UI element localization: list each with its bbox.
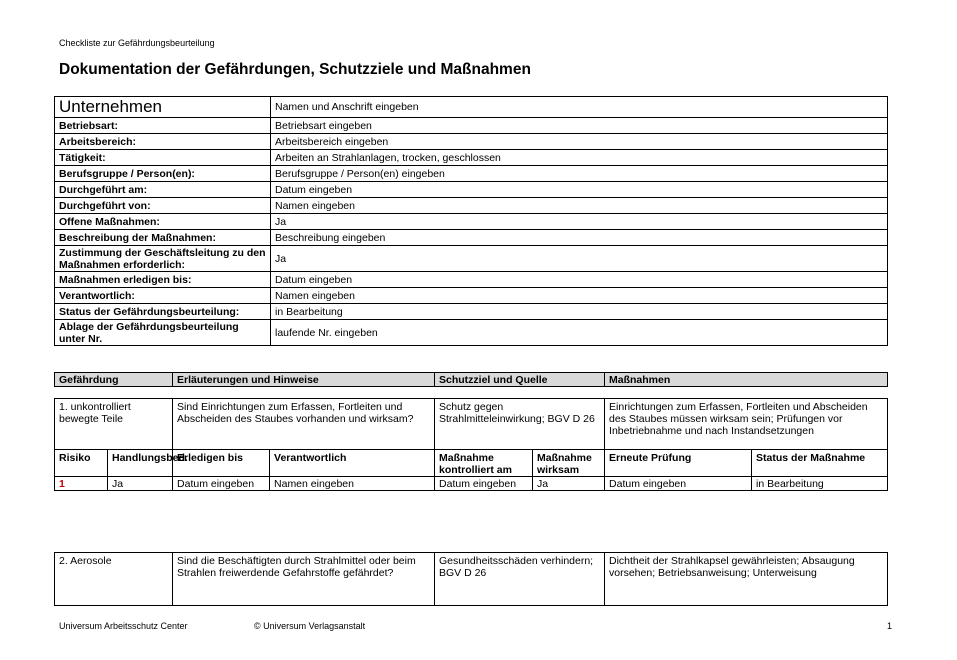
info-value-field[interactable]: Namen eingeben <box>271 198 888 214</box>
info-value-field[interactable]: laufende Nr. eingeben <box>271 320 888 346</box>
subheader-recheck: Erneute Prüfung <box>605 450 752 477</box>
info-value-field[interactable]: Arbeiten an Strahlanlagen, trocken, geschlossen <box>271 150 888 166</box>
info-label: Tätigkeit: <box>55 150 271 166</box>
measure-checked-field[interactable]: Datum eingeben <box>435 477 533 491</box>
company-info-table <box>54 96 888 346</box>
hazard-name: 1. unkontrolliert bewegte Teile <box>55 399 173 450</box>
header-protection-goal: Schutzziel und Quelle <box>435 373 605 387</box>
status-field[interactable]: in Bearbeitung <box>752 477 888 491</box>
checklist-title: Checkliste zur Gefährdungsbeurteilung <box>59 38 215 48</box>
info-value-field[interactable]: Beschreibung eingeben <box>271 230 888 246</box>
info-value-field[interactable]: Ja <box>271 246 888 272</box>
subheader-measure-checked: Maßnahme kontrolliert am <box>435 450 533 477</box>
info-value-field[interactable]: Namen eingeben <box>271 288 888 304</box>
info-value-field[interactable]: Arbeitsbereich eingeben <box>271 134 888 150</box>
subheader-status: Status der Maßnahme <box>752 450 888 477</box>
done-by-field[interactable]: Datum eingeben <box>173 477 270 491</box>
header-measures: Maßnahmen <box>605 373 888 387</box>
subheader-action-needed: Handlungsbed. <box>108 450 173 477</box>
hazard-name: 2. Aerosole <box>55 553 173 606</box>
info-label: Ablage der Gefährdungsbeurteilung unter Nr. <box>55 320 271 346</box>
hazard-explanation: Sind die Beschäftigten durch Strahlmittel oder beim Strahlen freiwerdende Gefahrstoffe gefährdet? <box>173 553 435 606</box>
info-label: Betriebsart: <box>55 118 271 134</box>
action-needed-value[interactable]: Ja <box>108 477 173 491</box>
info-value-field[interactable]: Datum eingeben <box>271 182 888 198</box>
info-row <box>55 288 888 304</box>
info-value-field[interactable]: Berufsgruppe / Person(en) eingeben <box>271 166 888 182</box>
info-label: Maßnahmen erledigen bis: <box>55 272 271 288</box>
company-row <box>55 97 888 118</box>
hazard-measures: Dichtheit der Strahlkapsel gewährleisten; Absaugung vorsehen; Betriebsanweisung; Unterweisung <box>605 553 888 606</box>
page-title: Dokumentation der Gefährdungen, Schutzziele und Maßnahmen <box>59 61 531 78</box>
info-value-field[interactable]: Ja <box>271 214 888 230</box>
footer-publisher: Universum Arbeitsschutz Center <box>59 621 188 631</box>
hazard-goal: Gesundheitsschäden verhindern; BGV D 26 <box>435 553 605 606</box>
header-hazard: Gefährdung <box>55 373 173 387</box>
info-row <box>55 272 888 288</box>
info-label: Durchgeführt am: <box>55 182 271 198</box>
info-row <box>55 134 888 150</box>
info-label: Durchgeführt von: <box>55 198 271 214</box>
info-label: Arbeitsbereich: <box>55 134 271 150</box>
company-label: Unternehmen <box>55 97 271 118</box>
info-row <box>55 304 888 320</box>
info-value-field[interactable]: in Bearbeitung <box>271 304 888 320</box>
recheck-field[interactable]: Datum eingeben <box>605 477 752 491</box>
info-row <box>55 230 888 246</box>
info-row <box>55 246 888 272</box>
info-label: Verantwortlich: <box>55 288 271 304</box>
hazard-explanation: Sind Einrichtungen zum Erfassen, Fortleiten und Abscheiden des Staubes vorhanden und wirksam? <box>173 399 435 450</box>
responsible-field[interactable]: Namen eingeben <box>270 477 435 491</box>
hazard-header-table <box>54 372 888 387</box>
info-value-field[interactable]: Datum eingeben <box>271 272 888 288</box>
info-row <box>55 320 888 346</box>
info-label: Berufsgruppe / Person(en): <box>55 166 271 182</box>
company-value-field[interactable]: Namen und Anschrift eingeben <box>271 97 888 118</box>
subheader-responsible: Verantwortlich <box>270 450 435 477</box>
info-label: Zustimmung der Geschäftsleitung zu den Maßnahmen erforderlich: <box>55 246 271 272</box>
info-row <box>55 198 888 214</box>
subheader-risk: Risiko <box>55 450 108 477</box>
hazard-measures: Einrichtungen zum Erfassen, Fortleiten und Abscheiden des Staubes müssen wirksam sein; Prüfungen vor Inbetriebnahme und nach Instandsetzungen <box>605 399 888 450</box>
footer-copyright: © Universum Verlagsanstalt <box>254 621 366 631</box>
info-label: Status der Gefährdungsbeurteilung: <box>55 304 271 320</box>
info-label: Offene Maßnahmen: <box>55 214 271 230</box>
hazard-goal: Schutz gegen Strahlmitteleinwirkung; BGV D 26 <box>435 399 605 450</box>
subheader-measure-effective: Maßnahme wirksam <box>533 450 605 477</box>
info-row <box>55 150 888 166</box>
subheader-done-by: Erledigen bis <box>173 450 270 477</box>
header-explanations: Erläuterungen und Hinweise <box>173 373 435 387</box>
hazard-block <box>54 552 888 606</box>
hazard-block <box>54 398 888 491</box>
page-number: 1 <box>887 621 893 631</box>
info-row <box>55 118 888 134</box>
info-row <box>55 214 888 230</box>
risk-value[interactable]: 1 <box>55 477 108 491</box>
measure-effective-value[interactable]: Ja <box>533 477 605 491</box>
info-value-field[interactable]: Betriebsart eingeben <box>271 118 888 134</box>
info-row <box>55 182 888 198</box>
info-label: Beschreibung der Maßnahmen: <box>55 230 271 246</box>
info-row <box>55 166 888 182</box>
